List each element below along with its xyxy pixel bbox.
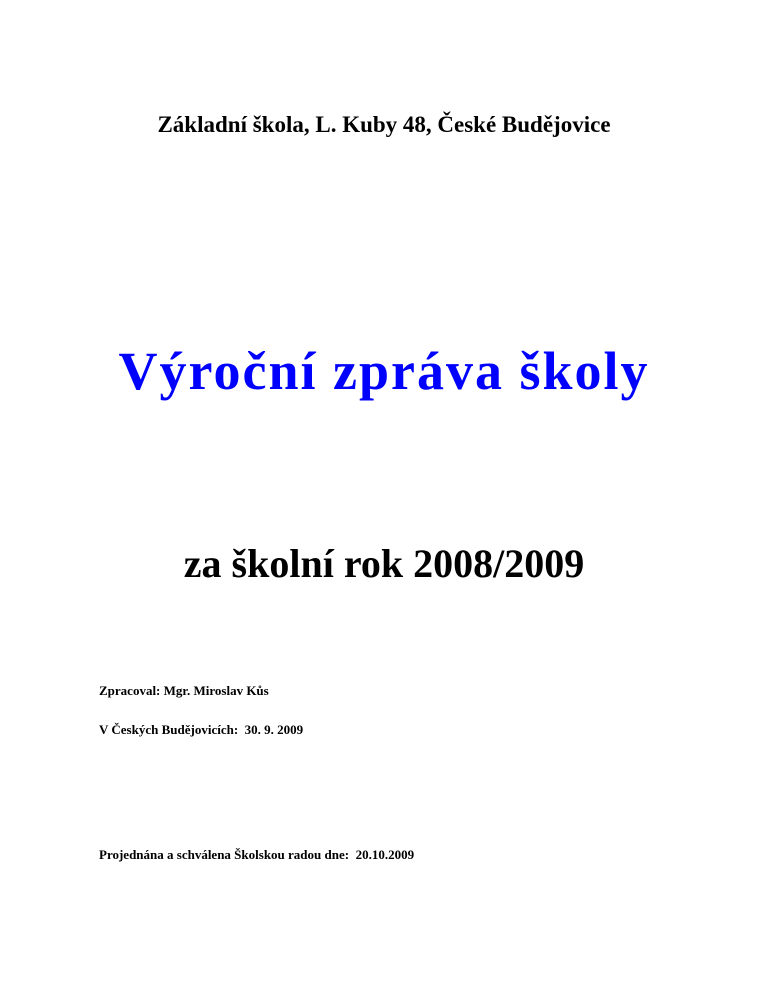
prepared-by-line: Zpracoval: Mgr. Miroslav Kůs <box>99 683 269 698</box>
place-date-line: V Českých Budějovicích: 30. 9. 2009 <box>99 722 304 737</box>
report-title: Výroční zpráva školy <box>118 341 650 401</box>
school-name-heading: Základní škola, L. Kuby 48, České Budějovice <box>157 112 611 137</box>
school-year-subtitle: za školní rok 2008/2009 <box>183 541 585 586</box>
approval-line: Projednána a schválena Školskou radou dne: 20.10.2009 <box>99 847 415 862</box>
